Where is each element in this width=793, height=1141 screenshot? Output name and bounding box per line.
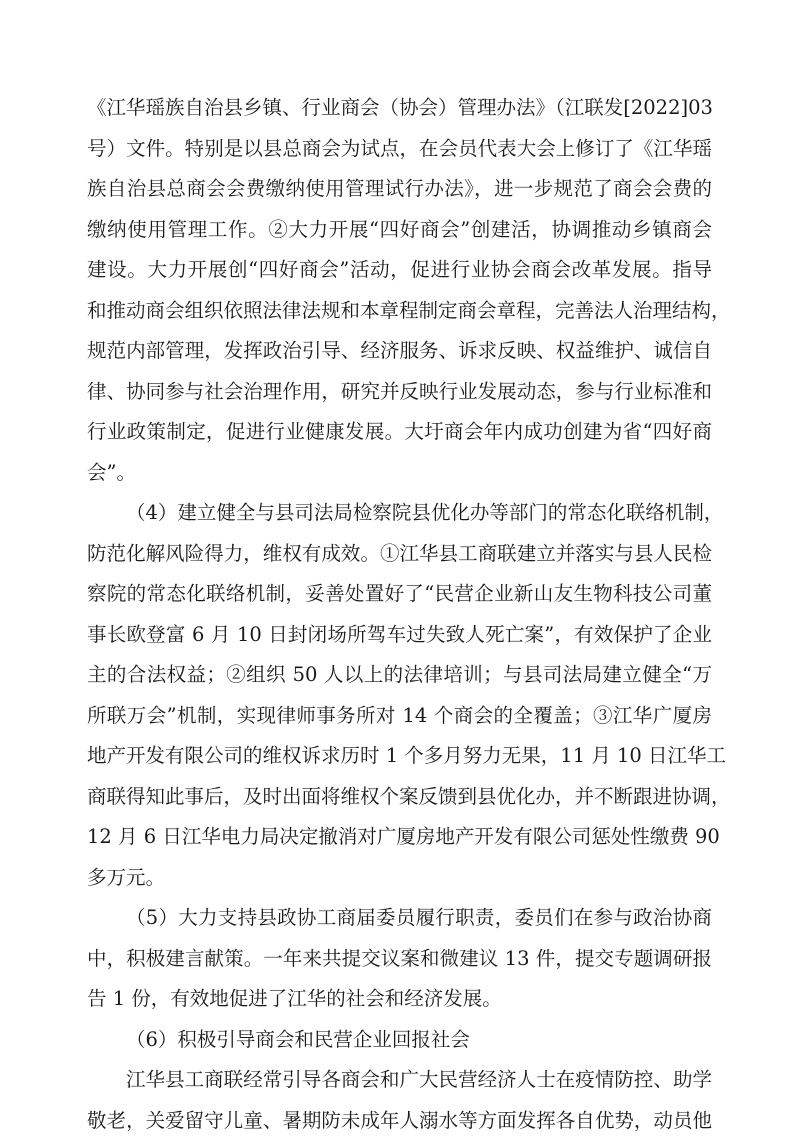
- text-line: 族自治县总商会会费缴纳使用管理试行办法》，进一步规范了商会会费的: [87, 169, 712, 210]
- text-line: 号）文件。特别是以县总商会为试点，在会员代表大会上修订了《江华瑶: [87, 129, 712, 170]
- text-line: 地产开发有限公司的维权诉求历时 1 个多月努力无果，11 月 10 日江华工: [87, 736, 712, 777]
- text-line: 和推动商会组织依照法律法规和本章程制定商会章程，完善法人治理结构，: [87, 291, 712, 332]
- text-line: 缴纳使用管理工作。②大力开展“四好商会”创建活，协调推动乡镇商会: [87, 210, 712, 251]
- text-line: 规范内部管理，发挥政治引导、经济服务、诉求反映、权益维护、诚信自: [87, 331, 712, 372]
- text-line: 会”。: [87, 453, 712, 494]
- text-line: 多万元。: [87, 858, 712, 899]
- text-line: 事长欧登富 6 月 10 日封闭场所驾车过失致人死亡案”，有效保护了企业: [87, 615, 712, 656]
- text-line: （4）建立健全与县司法局检察院县优化办等部门的常态化联络机制，: [87, 493, 712, 534]
- text-line: 行业政策制定，促进行业健康发展。大圩商会年内成功创建为省“四好商: [87, 412, 712, 453]
- text-line: 主的合法权益；②组织 50 人以上的法律培训；与县司法局建立健全“万: [87, 655, 712, 696]
- text-line: 律、协同参与社会治理作用，研究并反映行业发展动态，参与行业标准和: [87, 372, 712, 413]
- text-line: 敬老，关爱留守儿童、暑期防未成年人溺水等方面发挥各自优势，动员他: [87, 1101, 712, 1141]
- text-line: 告 1 份，有效地促进了江华的社会和经济发展。: [87, 979, 712, 1020]
- text-line: 中，积极建言献策。一年来共提交议案和微建议 13 件，提交专题调研报: [87, 939, 712, 980]
- text-line: 《江华瑶族自治县乡镇、行业商会（协会）管理办法》（江联发[2022]03: [87, 88, 712, 129]
- text-line: 商联得知此事后，及时出面将维权个案反馈到县优化办，并不断跟进协调，: [87, 777, 712, 818]
- text-line: （5）大力支持县政协工商届委员履行职责，委员们在参与政治协商: [87, 898, 712, 939]
- text-line: 江华县工商联经常引导各商会和广大民营经济人士在疫情防控、助学: [87, 1060, 712, 1101]
- text-line: 防范化解风险得力，维权有成效。①江华县工商联建立并落实与县人民检: [87, 534, 712, 575]
- text-line: 12 月 6 日江华电力局决定撤消对广厦房地产开发有限公司惩处性缴费 90: [87, 817, 712, 858]
- text-line: 所联万会”机制，实现律师事务所对 14 个商会的全覆盖；③江华广厦房: [87, 696, 712, 737]
- text-line: 建设。大力开展创“四好商会”活动，促进行业协会商会改革发展。指导: [87, 250, 712, 291]
- text-line: 察院的常态化联络机制，妥善处置好了“民营企业新山友生物科技公司董: [87, 574, 712, 615]
- text-line: （6）积极引导商会和民营企业回报社会: [87, 1020, 712, 1061]
- document-page: [87, 88, 712, 1141]
